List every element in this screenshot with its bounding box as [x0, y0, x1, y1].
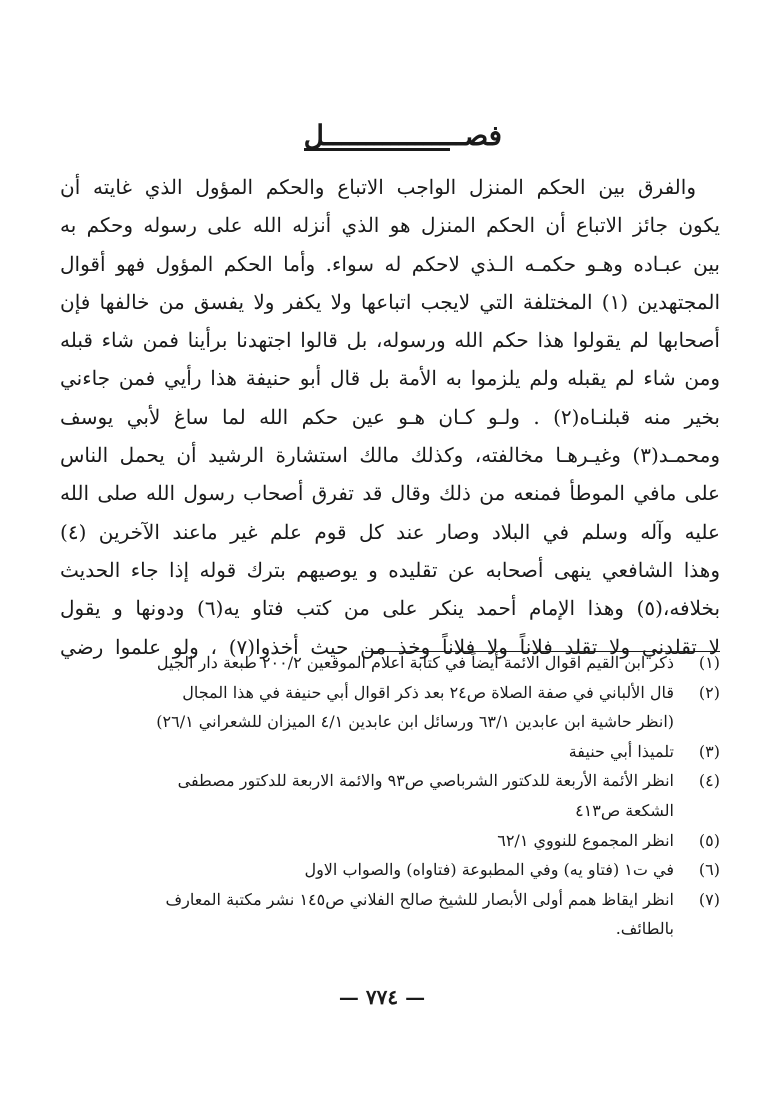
footnote-line: [60, 707, 720, 737]
body-line: بخير منه قبلنـاه(٢) . ولـو كـان هـو عين حكم الله لما ساغ لأبي يوسف: [60, 404, 720, 429]
footnote-text: بالطائف.: [615, 919, 674, 939]
footnote-text: انظر ايقاظ همم أولى الأبصار للشيخ صالح الفلاني ص١٤٥ نشر مكتبة المعارف: [165, 889, 674, 909]
body-line: عليه وآله وسلم في البلاد وصار عند كل قوم علم غير ماعند الآخرين (٤): [60, 519, 720, 544]
footnote-line: [60, 885, 720, 915]
footnote-text: تلميذا أبي حنيفة: [568, 741, 674, 761]
footnote-text: قال الألباني في صفة الصلاة ص٢٤ بعد ذكر اقوال أبي حنيفة في هذا المجال: [182, 682, 674, 702]
body-line: لا تقلدني ولا تقلد فلاناً ولا فلاناً وخذ من حيث أخذوا(٧) ، ولو علموا رضي: [60, 634, 720, 659]
footnote-number: (٥): [698, 830, 720, 850]
footnote-number: (١): [698, 653, 720, 672]
footnote-number: (٧): [698, 889, 720, 909]
footnote-text: الشكعة ص٤١٣: [575, 800, 674, 820]
body-line: بين عبـاده وهـو حكمـه الـذي لاحكم له سواء. وأما الحكم المؤول فهو أقوال: [60, 251, 720, 276]
section-heading: [262, 116, 502, 160]
body-line: وهذا الشافعي ينهى أصحابه عن تقليده و يوصيهم بترك قوله إذا جاء الحديث: [60, 557, 720, 582]
body-text: [60, 168, 720, 666]
footnote-number: (٣): [698, 741, 720, 761]
page-number: — ٧٧٤ —: [338, 985, 426, 1009]
body-line: أصحابها لم يقولوا هذا حكم الله ورسوله، بل قالوا اجتهدنا برأينا فمن شاء قبله: [60, 328, 720, 353]
footnote-number: (٤): [698, 771, 720, 791]
body-line: على مافي الموطأ فمنعه من ذلك وقال قد تفرق أصحاب رسول الله صلى الله: [60, 481, 720, 506]
footnote-line: [60, 826, 720, 856]
body-line: بخلافه،(٥) وهذا الإمام أحمد ينكر على من كتب فتاو يه(٦) ودونها و يقول: [60, 596, 721, 621]
heading-text: فصـــــــــــــــــل: [303, 119, 502, 152]
footnote-line: [60, 855, 720, 885]
footnote-text: ذكر ابن القيم اقوال الائمة أيضاً في كتابة اعلام الموقعين ٢٠٠/٢ طبعة دار الجيل: [156, 653, 674, 672]
footnote-line: [60, 914, 720, 944]
footnote-line: [60, 737, 720, 767]
body-line: والفرق بين الحكم المنزل الواجب الاتباع والحكم المؤول الذي غايته أن: [60, 175, 696, 199]
footnote-line: [60, 678, 720, 708]
footnotes: [60, 648, 720, 944]
body-line: ومحمـد(٣) وغيـرهـا مخالفته، وكذلك مالك استشارة الرشيد أن يحمل الناس: [60, 443, 720, 468]
footnote-text: انظر المجموع للنووي ٦٢/١: [497, 830, 674, 850]
body-line: المجتهدين (١) المختلفة التي لايجب اتباعها ولا يكفر ولا يفسق من خالفها فإن: [60, 289, 720, 314]
body-line: يكون جائز الاتباع أن الحكم المنزل هو الذي أنزله الله على رسوله وحكم به: [60, 213, 720, 238]
body-line: ومن شاء لم يقبله ولم يلزموا به الأمة بل قال أبو حنيفة هذا رأيي فمن جاءني: [60, 366, 720, 391]
footnote-text: (انظر حاشية ابن عابدين ٦٣/١ ورسائل ابن عابدين ٤/١ الميزان للشعراني ٢٦/١): [156, 712, 674, 732]
heading-underline: [304, 148, 450, 151]
footnote-line: [60, 648, 720, 678]
footnote-number: (٢): [698, 682, 720, 702]
footnote-line: [60, 766, 720, 796]
footnote-line: [60, 796, 720, 826]
footnote-text: انظر الأئمة الأربعة للدكتور الشرباصي ص٩٣ والائمة الاربعة للدكتور مصطفى: [177, 771, 674, 791]
footnote-text: في ت١ (فتاو يه) وفي المطبوعة (فتاواه) والصواب الاول: [304, 860, 674, 880]
footnote-number: (٦): [698, 860, 720, 880]
